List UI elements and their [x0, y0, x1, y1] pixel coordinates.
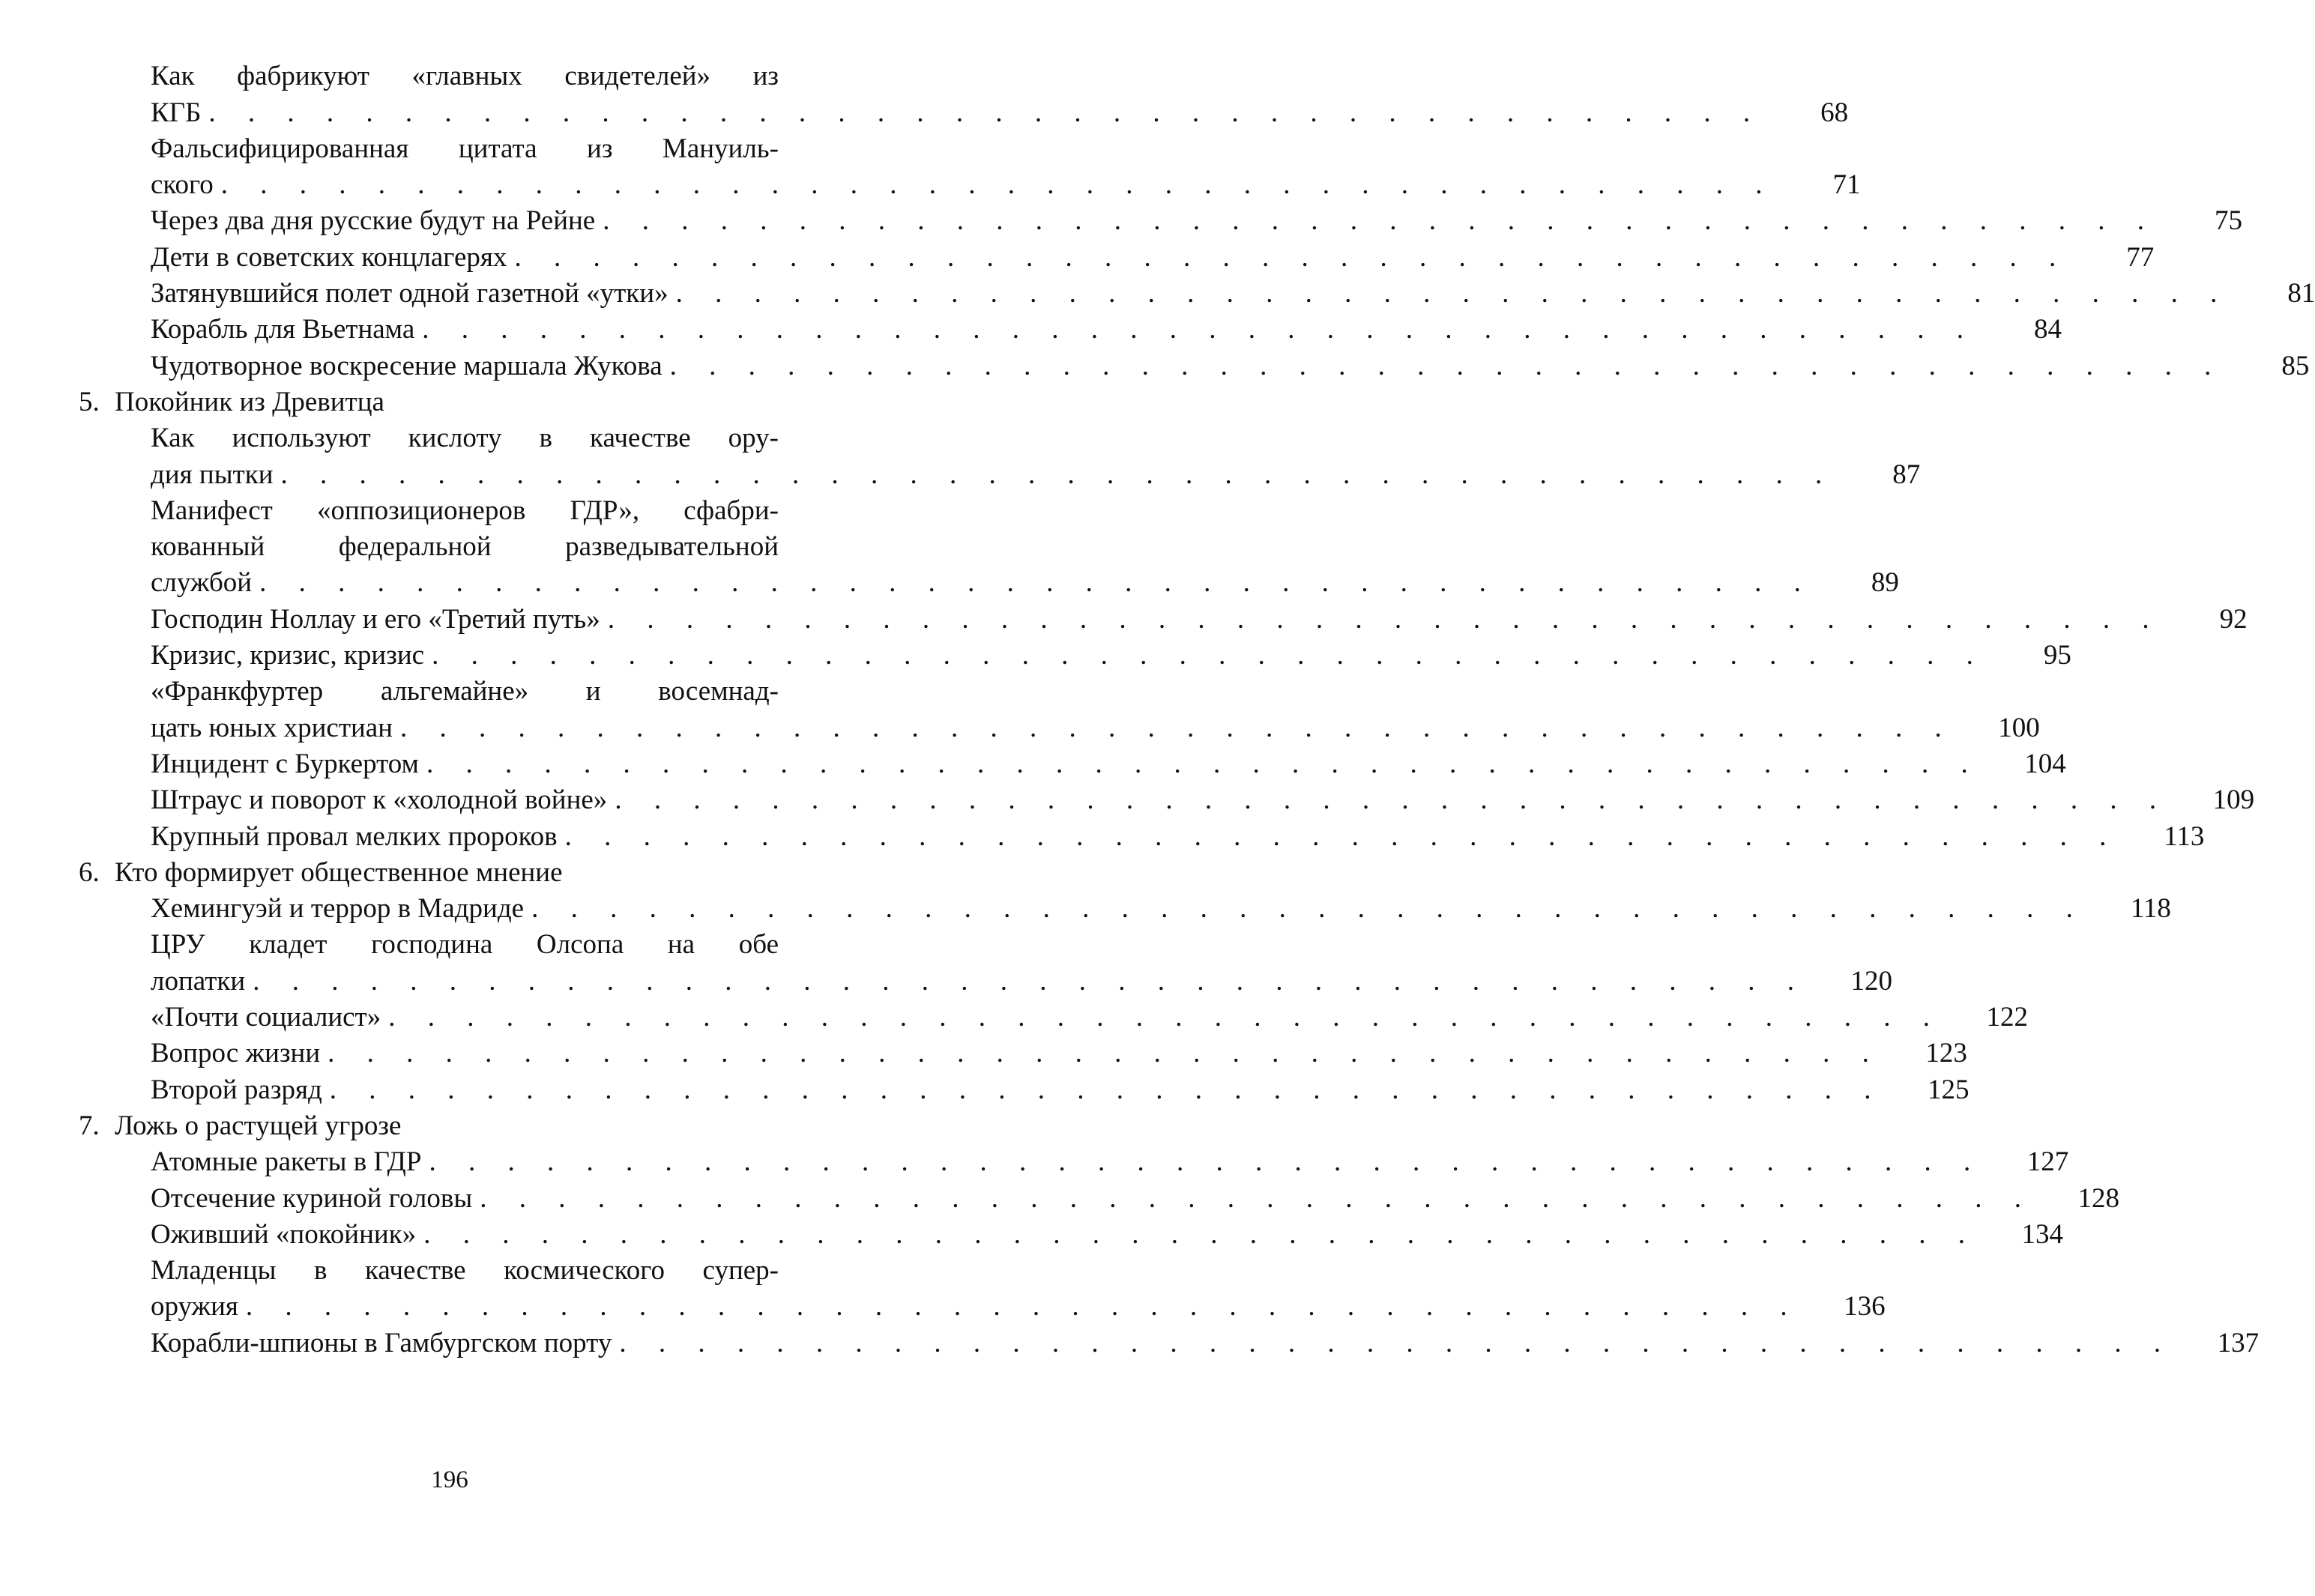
toc-entry-line	[79, 1325, 2260, 1361]
entry-page-number: 87	[1892, 459, 1921, 490]
chapter-number: 5.	[79, 386, 100, 417]
leader-dots: . . . . . . . . . . . . . . . . . . . . . . . . . . . . . . . . . . . . . . . .	[280, 459, 1835, 490]
entry-title-line: Вопрос жизни	[151, 1038, 321, 1069]
entry-title-line: кованный федеральной разведывательной	[151, 531, 779, 563]
toc-entry-line	[79, 638, 2071, 674]
entry-final-line	[151, 203, 2242, 239]
toc-entry-line	[79, 927, 828, 963]
toc-entry-line	[79, 565, 1899, 601]
entry-title-line: дия пытки	[151, 459, 274, 490]
entry-final-line	[151, 565, 1899, 601]
entry-page-number: 81	[2287, 278, 2315, 309]
toc-entry-line	[79, 348, 2310, 384]
entry-final-line	[151, 1072, 1970, 1108]
leader-dots: . . . . . . . . . . . . . . . . . . . . . . . . . . . . . . . . . . . . . . . .	[388, 1002, 1943, 1033]
toc-chapter-heading	[79, 1108, 828, 1144]
entry-title-line: Чудотворное воскресение маршала Жукова	[151, 350, 662, 381]
entry-final-line	[151, 95, 1849, 131]
entry-final-line	[151, 710, 2040, 746]
toc-entry-line	[79, 239, 2155, 275]
toc-entry-line	[79, 782, 2255, 818]
entry-final-line	[151, 1289, 1886, 1325]
toc-entry-line	[79, 818, 2205, 854]
chapter-title: Покойник из Древитца	[115, 386, 384, 417]
toc-entry-line	[79, 674, 828, 710]
entry-title-line: Инцидент с Буркертом	[151, 748, 419, 779]
leader-dots: . . . . . . . . . . . . . . . . . . . . . . . . . . . . . . . . . . . . . . . .	[329, 1074, 1884, 1105]
entry-page-number: 100	[1998, 712, 2040, 743]
entry-final-line	[151, 1144, 2069, 1180]
toc-entry-line	[79, 94, 1849, 130]
entry-title-line: Дети в советских концлагерях	[151, 241, 507, 273]
toc-chapter-heading	[79, 384, 828, 420]
leader-dots: . . . . . . . . . . . . . . . . . . . . . . . . . . . . . . . . . . . . . . . .	[480, 1182, 2034, 1214]
entry-title-line: Хемингуэй и террор в Мадриде	[151, 893, 525, 925]
entry-final-line	[151, 819, 2205, 855]
entry-final-line	[151, 167, 1861, 203]
leader-dots: . . . . . . . . . . . . . . . . . . . . . . . . . . . . . . . . . . . . . . . .	[675, 278, 2230, 309]
entry-final-line	[151, 782, 2255, 818]
toc-entry-line	[79, 312, 2062, 348]
entry-title-line: Штраус и поворот к «холодной войне»	[151, 785, 608, 816]
entry-page-number: 122	[1986, 1002, 2028, 1033]
toc-entry-line	[79, 1144, 2069, 1180]
entry-title-line: Атомные ракеты в ГДР	[151, 1146, 422, 1178]
leader-dots: . . . . . . . . . . . . . . . . . . . . . . . . . . . . . . . . . . . . . . . .	[432, 640, 1986, 671]
entry-title-line: Фальсифицированная цитата из Мануиль-	[151, 133, 779, 164]
entry-title-line: Затянувшийся полет одной газетной «утки»	[151, 278, 668, 309]
entry-title-line: оружия	[151, 1291, 238, 1323]
entry-final-line	[151, 457, 1921, 493]
leader-dots: . . . . . . . . . . . . . . . . . . . . . . . . . . . . . . . . . . . . . . . .	[259, 567, 1814, 599]
toc-entry-line	[79, 963, 1892, 999]
entry-title-line: Младенцы в качестве космического супер-	[151, 1255, 779, 1287]
entry-final-line	[151, 276, 2315, 312]
leader-dots: . . . . . . . . . . . . . . . . . . . . . . . . . . . . . . . . . . . . . . . .	[422, 314, 1977, 345]
entry-title-line: Второй разряд	[151, 1074, 322, 1105]
leader-dots: . . . . . . . . . . . . . . . . . . . . . . . . . . . . . . . . . . . . . . . .	[426, 748, 1981, 779]
entry-page-number: 128	[2077, 1182, 2119, 1214]
entry-final-line	[151, 312, 2062, 348]
chapter-title: Ложь о растущей угрозе	[115, 1110, 402, 1141]
entry-page-number: 127	[2026, 1146, 2069, 1178]
entry-page-number: 118	[2130, 893, 2171, 925]
entry-title-line: Отсечение куриной головы	[151, 1182, 473, 1214]
toc-entry-line	[79, 1071, 1970, 1107]
leader-dots: . . . . . . . . . . . . . . . . . . . . . . . . . . . . . . . . . . . . . . . .	[208, 97, 1763, 128]
entry-title-line: Оживший «покойник»	[151, 1218, 417, 1250]
toc-entry-line	[79, 710, 2040, 746]
leader-dots: . . . . . . . . . . . . . . . . . . . . . . . . . . . . . . . . . . . . . . . .	[603, 205, 2157, 237]
leader-dots: . . . . . . . . . . . . . . . . . . . . . . . . . . . . . . . . . . . . . . . .	[423, 1218, 1978, 1250]
leader-dots: . . . . . . . . . . . . . . . . . . . . . . . . . . . . . . . . . . . . . . . .	[564, 820, 2119, 852]
entry-title-line: «Франкфуртер альгемайне» и восемнад-	[151, 676, 779, 707]
entry-title-line: Господин Ноллау и его «Третий путь»	[151, 603, 600, 635]
toc-entry-line	[79, 1217, 2063, 1253]
chapter-number: 7.	[79, 1110, 100, 1141]
toc-entry-line	[79, 493, 828, 529]
entry-page-number: 134	[2021, 1218, 2063, 1250]
toc-entry-line	[79, 1000, 2028, 1036]
entry-final-line	[151, 1181, 2119, 1217]
toc-chapter-heading	[79, 855, 828, 891]
entry-page-number: 85	[2281, 350, 2310, 381]
toc-entry-line	[79, 456, 1921, 492]
leader-dots: . . . . . . . . . . . . . . . . . . . . . . . . . . . . . . . . . . . . . . . .	[669, 350, 2224, 381]
toc-entry-line	[79, 58, 828, 94]
toc-entry-line	[79, 1180, 2119, 1216]
toc-entry-line	[79, 131, 828, 167]
leader-dots: . . . . . . . . . . . . . . . . . . . . . . . . . . . . . . . . . . . . . . . .	[245, 1291, 1800, 1323]
entry-final-line	[151, 240, 2155, 276]
entry-title-line: ского	[151, 169, 214, 201]
entry-final-line	[151, 1326, 2260, 1361]
toc-entry-line	[79, 167, 1861, 203]
entry-page-number: 92	[2219, 603, 2248, 635]
leader-dots: . . . . . . . . . . . . . . . . . . . . . . . . . . . . . . . . . . . . . . . .	[220, 169, 1775, 201]
entry-page-number: 123	[1925, 1038, 1967, 1069]
leader-dots: . . . . . . . . . . . . . . . . . . . . . . . . . . . . . . . . . . . . . . . .	[400, 712, 1955, 743]
entry-page-number: 71	[1832, 169, 1861, 201]
leader-dots: . . . . . . . . . . . . . . . . . . . . . . . . . . . . . . . . . . . . . . . .	[429, 1146, 1984, 1178]
entry-final-line	[151, 1217, 2063, 1253]
toc-entry-line	[79, 746, 2066, 782]
entry-page-number: 136	[1844, 1291, 1886, 1323]
entry-page-number: 104	[2024, 748, 2066, 779]
entry-final-line	[151, 638, 2071, 674]
entry-title-line: Манифест «оппозиционеров ГДР», сфабри-	[151, 495, 779, 526]
entry-title-line: Корабль для Вьетнама	[151, 314, 415, 345]
entry-page-number: 77	[2126, 241, 2155, 273]
entry-title-line: ЦРУ кладет господина Олсопа на обе	[151, 929, 779, 961]
toc-entry-line	[79, 891, 2171, 927]
toc-entry-line	[79, 529, 828, 565]
toc-entry-line	[79, 1036, 1967, 1071]
entry-page-number: 95	[2043, 640, 2071, 671]
leader-dots: . . . . . . . . . . . . . . . . . . . . . . . . . . . . . . . . . . . . . . . .	[531, 893, 2086, 925]
entry-final-line	[151, 348, 2310, 384]
chapter-number: 6.	[79, 856, 100, 888]
toc-entry-line	[79, 1253, 828, 1289]
entry-title-line: КГБ	[151, 97, 202, 128]
entry-page-number: 75	[2214, 205, 2242, 237]
entry-final-line	[151, 1000, 2028, 1036]
leader-dots: . . . . . . . . . . . . . . . . . . . . . . . . . . . . . . . . . . . . . . . .	[619, 1327, 2174, 1358]
entry-title-line: Через два дня русские будут на Рейне	[151, 205, 596, 237]
leader-dots: . . . . . . . . . . . . . . . . . . . . . . . . . . . . . . . . . . . . . . . .	[253, 965, 1807, 997]
entry-title-line: Крупный провал мелких пророков	[151, 820, 558, 852]
toc-entry-line	[79, 420, 828, 456]
entry-page-number: 89	[1871, 567, 1899, 599]
entry-title-line: службой	[151, 567, 253, 599]
entry-final-line	[151, 891, 2171, 927]
toc-entry-line	[79, 601, 2248, 637]
table-of-contents	[79, 58, 2315, 1361]
entry-title-line: Кризис, кризис, кризис	[151, 640, 425, 671]
leader-dots: . . . . . . . . . . . . . . . . . . . . . . . . . . . . . . . . . . . . . . . .	[607, 603, 2162, 635]
entry-title-line: цать юных христиан	[151, 712, 393, 743]
entry-page-number: 68	[1820, 97, 1849, 128]
chapter-title: Кто формирует общественное мнение	[115, 856, 563, 888]
entry-page-number: 125	[1928, 1074, 1970, 1105]
page-number: 196	[431, 1466, 468, 1493]
entry-page-number: 109	[2212, 785, 2255, 816]
entry-final-line	[151, 602, 2248, 638]
leader-dots: . . . . . . . . . . . . . . . . . . . . . . . . . . . . . . . . . . . . . . . .	[514, 241, 2069, 273]
entry-final-line	[151, 964, 1892, 1000]
entry-title-line: Как фабрикуют «главных свидетелей» из	[151, 61, 779, 92]
entry-page-number: 113	[2164, 820, 2205, 852]
entry-final-line	[151, 1036, 1967, 1071]
entry-title-line: Как используют кислоту в качестве ору-	[151, 423, 779, 454]
entry-title-line: Корабли-шпионы в Гамбургском порту	[151, 1327, 612, 1358]
leader-dots: . . . . . . . . . . . . . . . . . . . . . . . . . . . . . . . . . . . . . . . .	[328, 1038, 1882, 1069]
entry-title-line: лопатки	[151, 965, 246, 997]
leader-dots: . . . . . . . . . . . . . . . . . . . . . . . . . . . . . . . . . . . . . . . .	[615, 785, 2170, 816]
entry-final-line	[151, 746, 2066, 782]
entry-title-line: «Почти социалист»	[151, 1002, 381, 1033]
toc-entry-line	[79, 1289, 1886, 1325]
entry-page-number: 120	[1850, 965, 1892, 997]
entry-page-number: 84	[2034, 314, 2062, 345]
toc-entry-line	[79, 276, 2315, 312]
entry-page-number: 137	[2217, 1327, 2260, 1358]
toc-entry-line	[79, 203, 2242, 239]
